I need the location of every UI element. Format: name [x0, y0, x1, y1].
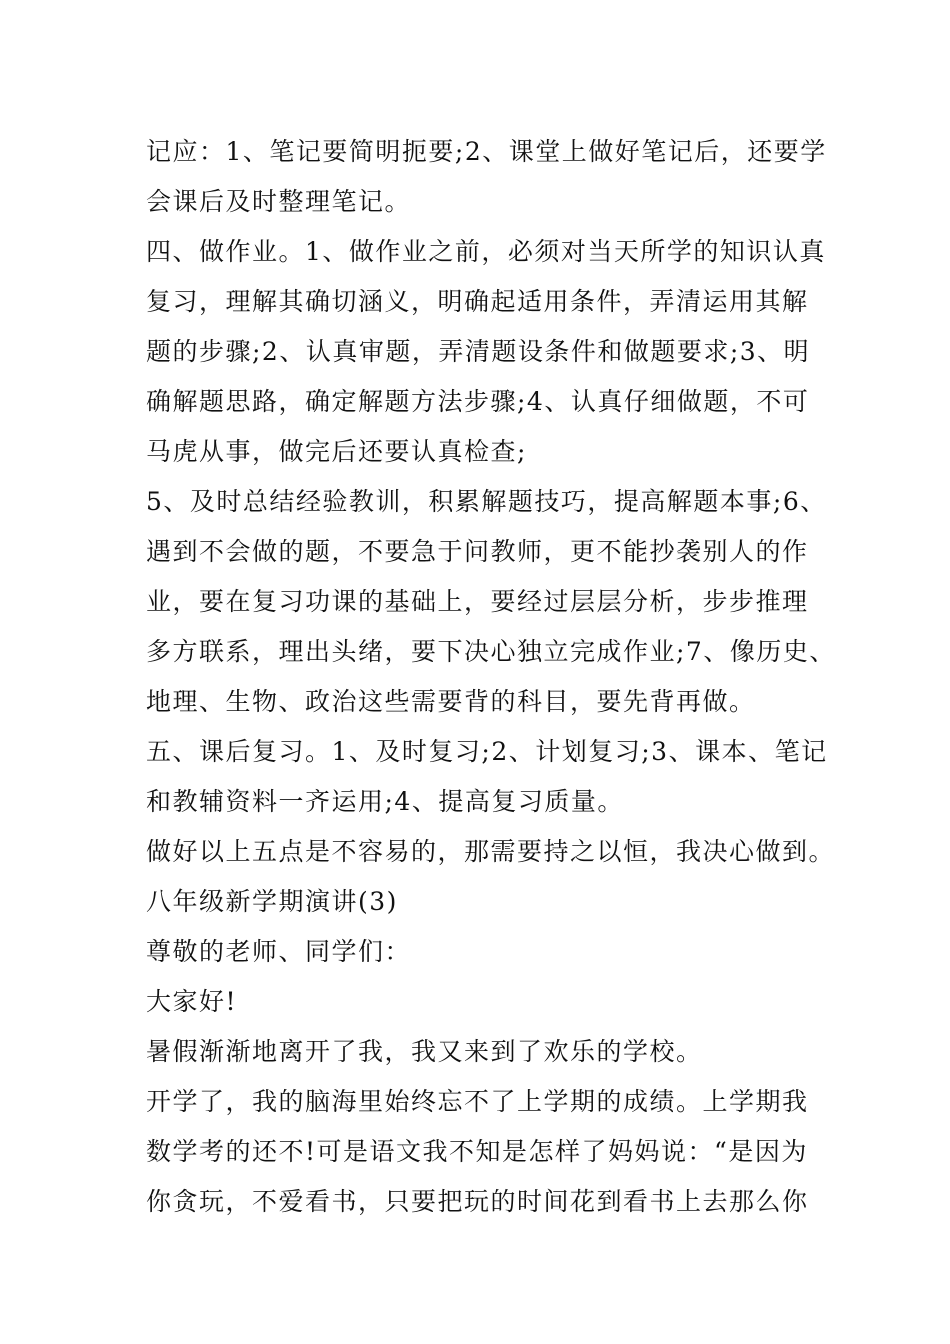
greeting: 大家好!	[146, 987, 238, 1016]
text-line: 遇到不会做的题，不要急于问教师，更不能抄袭别人的作	[146, 537, 809, 566]
text-line: 业，要在复习功课的基础上，要经过层层分析，步步推理	[146, 587, 809, 616]
text-line: 复习，理解其确切涵义，明确起适用条件，弄清运用其解	[146, 287, 809, 316]
text-line: 你贪玩，不爱看书，只要把玩的时间花到看书上去那么你	[146, 1187, 809, 1216]
text-line: 确解题思路，确定解题方法步骤;4、认真仔细做题，不可	[146, 387, 810, 416]
document-body	[146, 127, 836, 1227]
text-line: 四、做作业。1、做作业之前，必须对当天所学的知识认真	[146, 237, 826, 266]
text-line: 多方联系，理出头绪，要下决心独立完成作业;7、像历史、	[146, 637, 836, 666]
text-line: 记应：1、笔记要简明扼要;2、课堂上做好笔记后，还要学	[146, 137, 827, 166]
text-line: 数学考的还不!可是语文我不知是怎样了妈妈说：“是因为	[146, 1137, 808, 1166]
salutation: 尊敬的老师、同学们：	[146, 937, 412, 966]
section-heading: 八年级新学期演讲(3)	[146, 887, 398, 916]
text-line: 马虎从事，做完后还要认真检查;	[146, 437, 527, 466]
text-line: 暑假渐渐地离开了我，我又来到了欢乐的学校。	[146, 1037, 703, 1066]
text-line: 五、课后复习。1、及时复习;2、计划复习;3、课本、笔记	[146, 737, 828, 766]
text-line: 会课后及时整理笔记。	[146, 187, 412, 216]
text-line: 5、及时总结经验教训，积累解题技巧，提高解题本事;6、	[146, 487, 827, 516]
text-line: 开学了，我的脑海里始终忘不了上学期的成绩。上学期我	[146, 1087, 809, 1116]
text-line: 做好以上五点是不容易的，那需要持之以恒，我决心做到。	[146, 837, 836, 866]
text-line: 和教辅资料一齐运用;4、提高复习质量。	[146, 787, 624, 816]
text-line: 地理、生物、政治这些需要背的科目，要先背再做。	[146, 687, 756, 716]
text-line: 题的步骤;2、认真审题，弄清题设条件和做题要求;3、明	[146, 337, 811, 366]
